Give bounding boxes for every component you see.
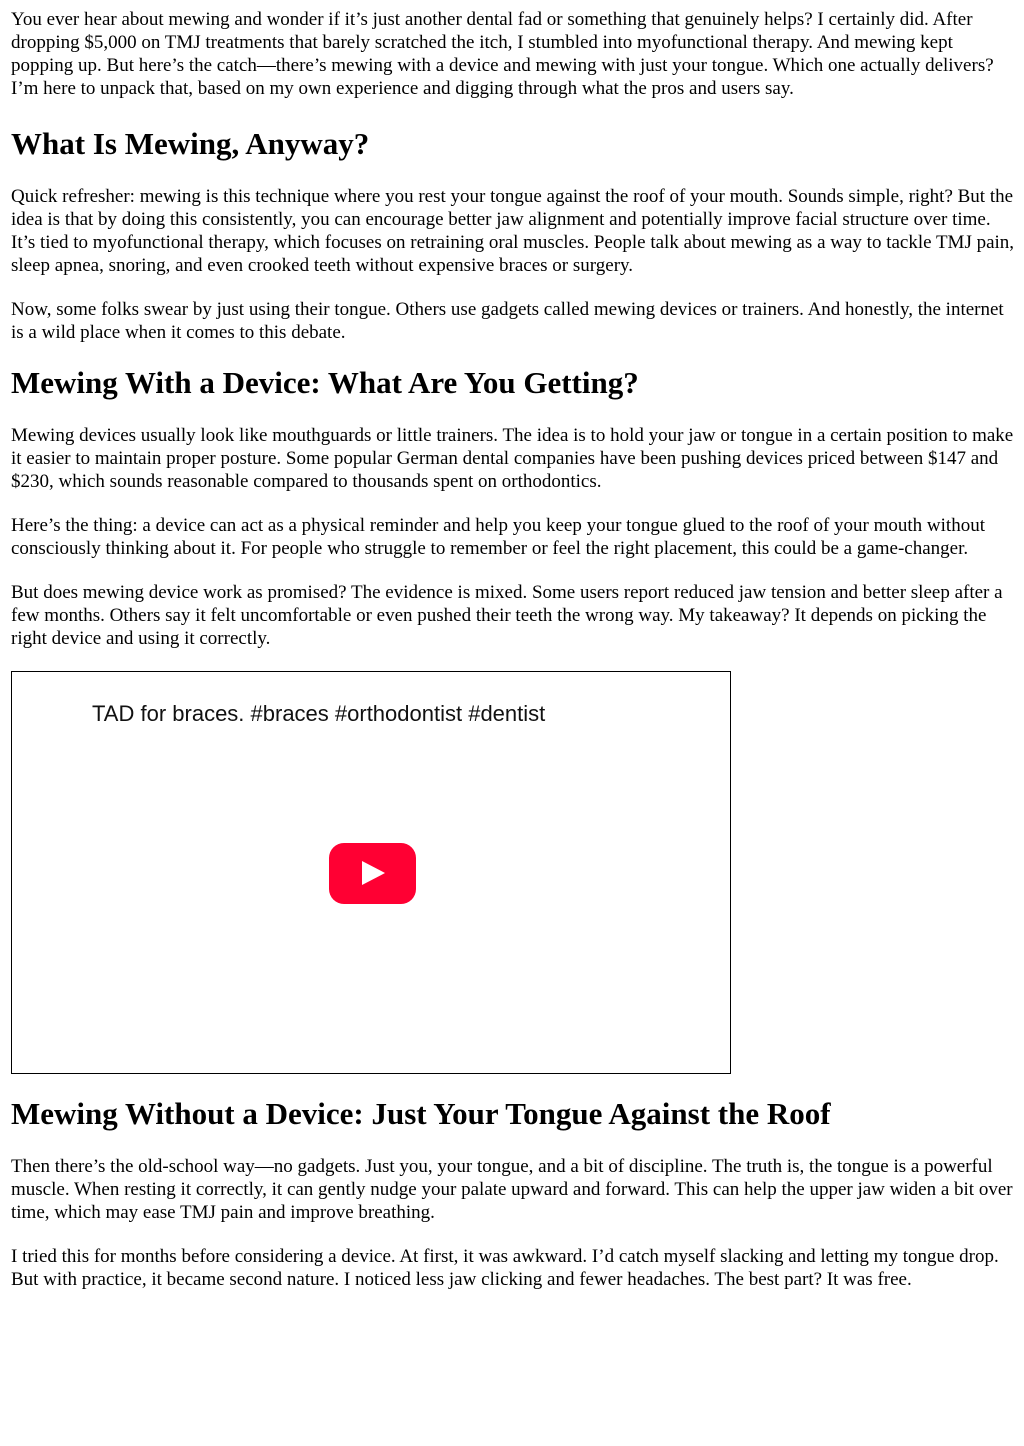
intro-paragraph: You ever hear about mewing and wonder if it’s just another dental fad or something that genuinely helps? I certainly did. After dropping $5,000 on TMJ treatments that barely scratched the itch, I stumbled into myofunctional therapy. And mewing kept popping up. But here’s the catch—there’s mewing with a device and mewing with just your tongue. Which one actually delivers? I’m here to unpack that, based on my own experience and digging through what the pros and users say.	[11, 9, 994, 99]
paragraph: But does mewing device work as promised? The evidence is mixed. Some users report reduced jaw tension and better sleep after a few months. Others say it felt uncomfortable or even pushed their teeth the wrong way. My takeaway? It depends on picking the right device and using it correctly.	[11, 582, 1003, 649]
video-title[interactable]: TAD for braces. #braces #orthodontist #dentist	[92, 701, 546, 726]
section-heading-mewing-with-device: Mewing With a Device: What Are You Getting?	[11, 365, 639, 400]
section-heading-mewing-without-device: Mewing Without a Device: Just Your Tongue Against the Roof	[11, 1096, 831, 1131]
paragraph: Then there’s the old-school way—no gadgets. Just you, your tongue, and a bit of discipline. The truth is, the tongue is a powerful muscle. When resting it correctly, it can gently nudge your palate upward and forward. This can help the upper jaw widen a bit over time, which may ease TMJ pain and improve breathing.	[11, 1156, 1013, 1223]
play-triangle-icon	[362, 861, 385, 885]
paragraph: Here’s the thing: a device can act as a physical reminder and help you keep your tongue glued to the roof of your mouth without consciously thinking about it. For people who struggle to remember or feel the right placement, this could be a game-changer.	[11, 515, 985, 559]
paragraph: Mewing devices usually look like mouthguards or little trainers. The idea is to hold your jaw or tongue in a certain position to make it easier to maintain proper posture. Some popular German dental companies have been pushing devices priced between $147 and $230, which sounds reasonable compared to thousands spent on orthodontics.	[11, 425, 1014, 492]
paragraph: Now, some folks swear by just using their tongue. Others use gadgets called mewing devices or trainers. And honestly, the internet is a wild place when it comes to this debate.	[11, 299, 1004, 343]
paragraph: Quick refresher: mewing is this technique where you rest your tongue against the roof of your mouth. Sounds simple, right? But the idea is that by doing this consistently, you can encourage better jaw alignment and potentially improve facial structure over time. It’s tied to myofunctional therapy, which focuses on retraining oral muscles. People talk about mewing as a way to tackle TMJ pain, sleep apnea, snoring, and even crooked teeth without expensive braces or surgery.	[11, 186, 1015, 276]
youtube-play-icon[interactable]	[329, 843, 416, 904]
video-embed[interactable]	[11, 671, 731, 1074]
section-heading-what-is-mewing: What Is Mewing, Anyway?	[11, 126, 370, 161]
paragraph: I tried this for months before considering a device. At first, it was awkward. I’d catch myself slacking and letting my tongue drop. But with practice, it became second nature. I noticed less jaw clicking and fewer headaches. The best part? It was free.	[11, 1246, 999, 1290]
